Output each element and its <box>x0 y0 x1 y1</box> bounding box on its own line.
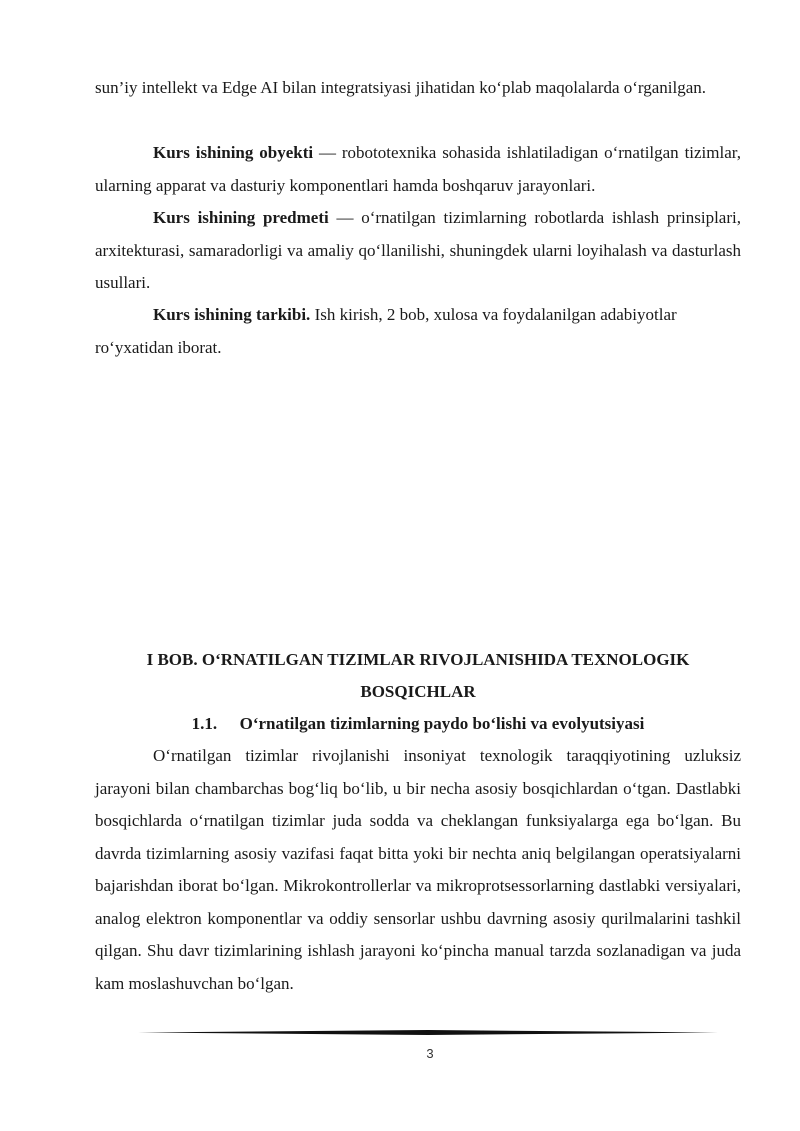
course-object-label: Kurs ishining obyekti <box>153 143 314 162</box>
section-number: 1.1. <box>191 714 218 733</box>
section-heading <box>95 708 741 741</box>
course-subject-label: Kurs ishining predmeti <box>153 208 329 227</box>
course-object-text: — robototexnika sohasida ishlatiladigan o‘rnatilgan tizimlar, ularning apparat va dasturiy komponentlari hamda boshqaruv jarayonlari. <box>95 143 742 195</box>
course-structure-label: Kurs ishining tarkibi. <box>153 305 311 324</box>
section-title: O‘rnatilgan tizimlarning paydo bo‘lishi va evolyutsiyasi <box>239 714 645 733</box>
chapter-body-paragraph: O‘rnatilgan tizimlar rivojlanishi insoniyat texnologik taraqqiyotining uzluksiz jarayoni bilan chambarchas bog‘liq bo‘lib, u bir necha asosiy bosqichlardan o‘tgan. Dastlabki bosqichlarda o‘rnatilgan tizimlar juda sodda va cheklangan funksiyalarga ega bo‘lgan. Bu davrda tizimlarning asosiy vazifasi faqat bitta yoki bir nechta aniq belgilangan operatsiyalarni bajarishdan iborat bo‘lgan. Mikrokontrollerlar va mikroprotsessorlarning dastlabki versiyalari, analog elektron komponentlar va oddiy sensorlar ushbu davrning asosiy qurilmalarini tashkil qilgan. Shu davr tizimlarining ishlash jarayoni ko‘pincha manual tarzda sozlanadigan va juda kam moslashuvchan bo‘lgan. <box>95 746 741 993</box>
page-number: 3 <box>426 1046 434 1061</box>
footer-rule <box>138 1030 718 1035</box>
course-structure-paragraph <box>95 299 741 364</box>
chapter-title-line1: I BOB. O‘RNATILGAN TIZIMLAR RIVOJLANISHIDA TEXNOLOGIK <box>146 650 690 669</box>
course-object-paragraph <box>95 137 741 202</box>
course-subject-text: — o‘rnatilgan tizimlarning robotlarda ishlash prinsiplari, arxitekturasi, samaradorligi va amaliy qo‘llanilishi, shuningdek ularni loyihalash va dasturlash usullari. <box>95 208 741 292</box>
chapter-title-line2: BOSQICHLAR <box>360 682 476 701</box>
course-structure-text: Ish kirish, 2 bob, xulosa va foydalanilgan adabiyotlar ro‘yxatidan iborat. <box>95 305 677 357</box>
course-subject-paragraph <box>95 202 741 300</box>
intro-continuation: sun’iy intellekt va Edge AI bilan integratsiyasi jihatidan ko‘plab maqolalarda o‘rganilgan. <box>95 78 707 97</box>
